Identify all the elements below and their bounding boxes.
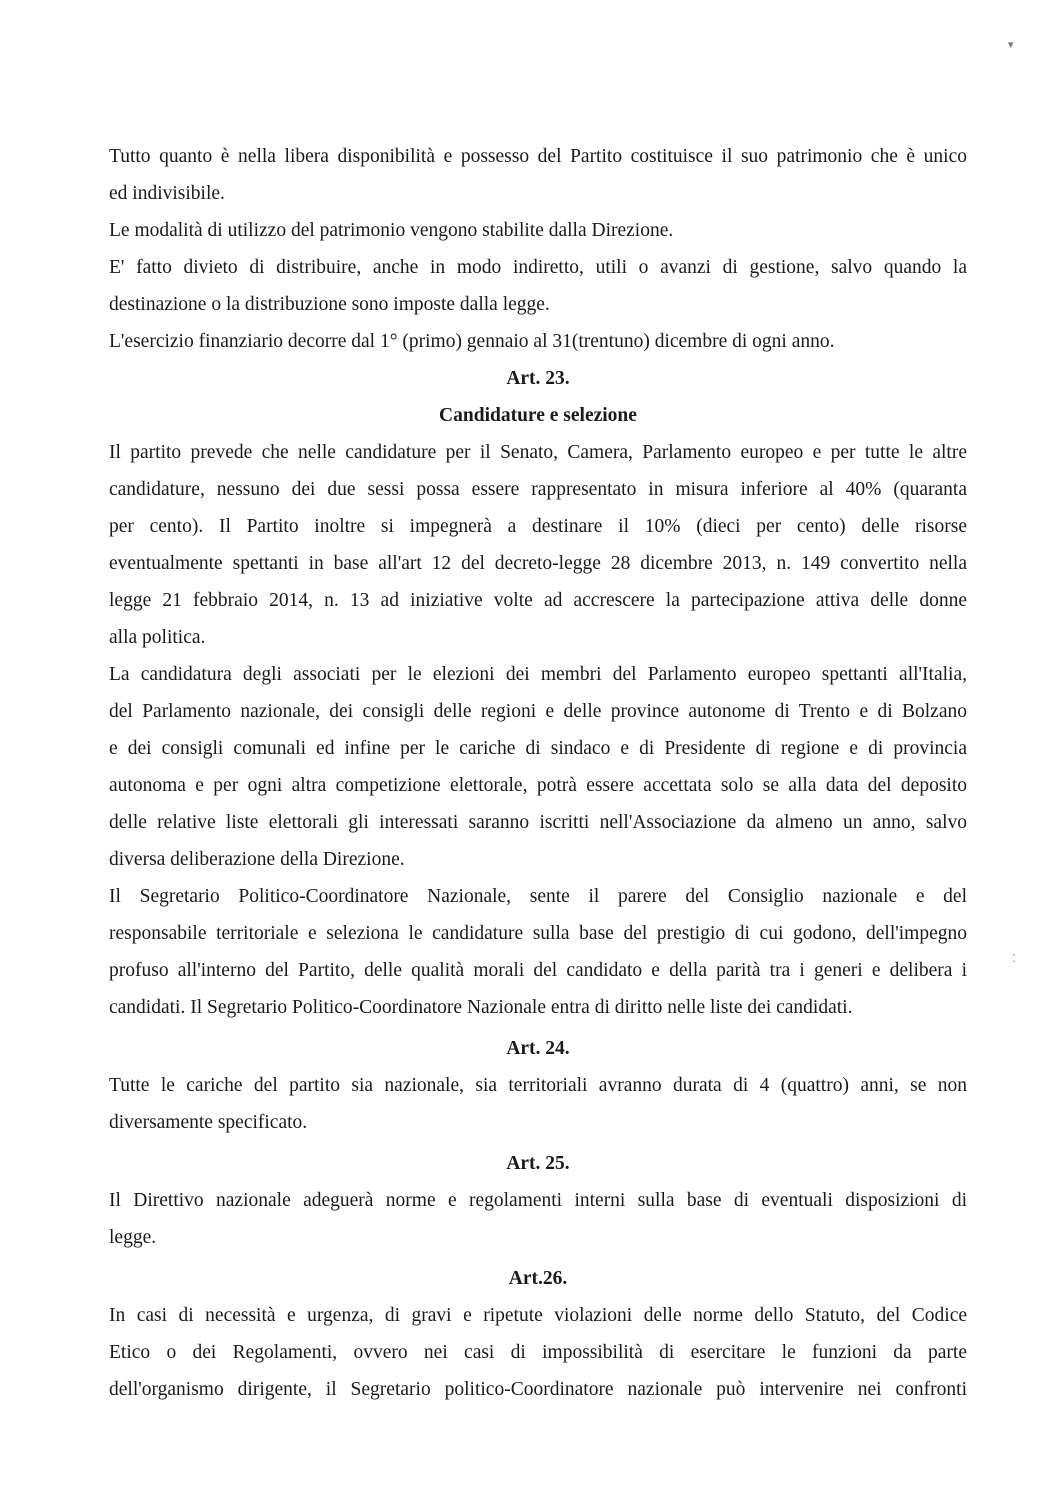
article-25-paragraph: [109, 1182, 967, 1256]
text-line: ed indivisibile.: [109, 183, 225, 204]
text-line: per cento). Il Partito inoltre si impegnerà a destinare il 10% (dieci per cento) delle risorse: [109, 516, 967, 537]
text-line: Le modalità di utilizzo del patrimonio vengono stabilite dalla Direzione.: [109, 220, 674, 241]
text-line: delle relative liste elettorali gli interessati saranno iscritti nell'Associazione da almeno un anno, salvo: [109, 812, 967, 833]
text-line: del Parlamento nazionale, dei consigli delle regioni e delle province autonome di Trento e di Bolzano: [109, 701, 967, 722]
text-line: L'esercizio finanziario decorre dal 1° (primo) gennaio al 31(trentuno) dicembre di ogni anno.: [109, 331, 835, 352]
article-23-paragraph-3: [109, 878, 967, 1026]
text-line: profuso all'interno del Partito, delle qualità morali del candidato e della parità tra i generi e delibera i: [109, 960, 967, 981]
article-23-heading: Art. 23.: [506, 368, 570, 389]
paragraph-modalita: [109, 212, 967, 249]
article-24-heading: Art. 24.: [506, 1038, 570, 1059]
article-23-paragraph-1: [109, 434, 967, 656]
text-line: eventualmente spettanti in base all'art 12 del decreto-legge 28 dicembre 2013, n. 149 convertito nella: [109, 553, 967, 574]
paragraph-patrimonio: [109, 138, 967, 212]
text-line: Il partito prevede che nelle candidature per il Senato, Camera, Parlamento europeo e per tutte le altre: [109, 442, 967, 463]
text-line: Il Direttivo nazionale adeguerà norme e regolamenti interni sulla base di eventuali disposizioni di: [109, 1190, 967, 1211]
article-23-subheading: Candidature e selezione: [439, 405, 637, 426]
article-25-heading: Art. 25.: [506, 1153, 570, 1174]
text-line: responsabile territoriale e seleziona le candidature sulla base del prestigio di cui godono, dell'impegno: [109, 923, 967, 944]
paragraph-esercizio: [109, 323, 967, 360]
text-line: La candidatura degli associati per le elezioni dei membri del Parlamento europeo spettanti all'Italia,: [109, 664, 967, 685]
text-line: candidature, nessuno dei due sessi possa essere rappresentato in misura inferiore al 40% (quaranta: [109, 479, 967, 500]
paragraph-divieto: [109, 249, 967, 323]
text-line: E' fatto divieto di distribuire, anche in modo indiretto, utili o avanzi di gestione, salvo quando la: [109, 257, 967, 278]
article-23-paragraph-2: [109, 656, 967, 878]
text-line: legge 21 febbraio 2014, n. 13 ad iniziative volte ad accrescere la partecipazione attiva delle donne: [109, 590, 967, 611]
document-page: [109, 138, 967, 1408]
scan-speck: ⁚: [1012, 952, 1016, 965]
article-26-heading: Art.26.: [508, 1268, 568, 1289]
text-line: Tutto quanto è nella libera disponibilità e possesso del Partito costituisce il suo patrimonio che è unico: [109, 146, 967, 167]
text-line: destinazione o la distribuzione sono imposte dalla legge.: [109, 294, 550, 315]
text-line: dell'organismo dirigente, il Segretario politico-Coordinatore nazionale può intervenire nei confronti: [109, 1379, 967, 1400]
text-line: diversa deliberazione della Direzione.: [109, 849, 405, 870]
text-line: candidati. Il Segretario Politico-Coordinatore Nazionale entra di diritto nelle liste dei candidati.: [109, 997, 853, 1018]
article-24-paragraph: [109, 1067, 967, 1141]
text-line: diversamente specificato.: [109, 1112, 308, 1133]
text-line: autonoma e per ogni altra competizione elettorale, potrà essere accettata solo se alla data del deposito: [109, 775, 967, 796]
text-line: alla politica.: [109, 627, 206, 648]
text-line: Il Segretario Politico-Coordinatore Nazionale, sente il parere del Consiglio nazionale e del: [109, 886, 967, 907]
text-line: In casi di necessità e urgenza, di gravi e ripetute violazioni delle norme dello Statuto, del Codice: [109, 1305, 967, 1326]
text-line: Etico o dei Regolamenti, ovvero nei casi di impossibilità di esercitare le funzioni da parte: [109, 1342, 967, 1363]
text-line: Tutte le cariche del partito sia nazionale, sia territoriali avranno durata di 4 (quattro) anni, se non: [109, 1075, 967, 1096]
text-line: e dei consigli comunali ed infine per le cariche di sindaco e di Presidente di regione e di provincia: [109, 738, 967, 759]
scan-speck: ▾: [1008, 38, 1014, 51]
article-26-paragraph: [109, 1297, 967, 1408]
text-line: legge.: [109, 1227, 157, 1248]
